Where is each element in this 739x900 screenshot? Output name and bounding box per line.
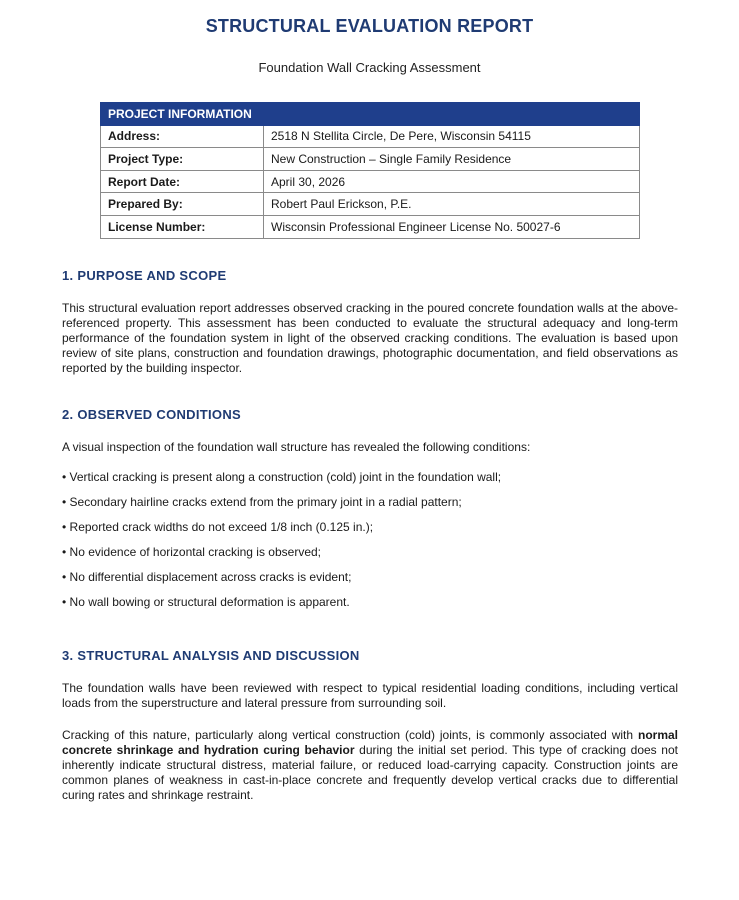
project-type-value: New Construction – Single Family Residence bbox=[264, 148, 640, 171]
report-date-label: Report Date: bbox=[101, 170, 264, 193]
table-row bbox=[101, 193, 640, 216]
project-type-label: Project Type: bbox=[101, 148, 264, 171]
section-3-paragraph-1: The foundation walls have been reviewed with respect to typical residential loading conditions, including vertical loads from the superstructure and lateral pressure from surrounding soil. bbox=[62, 681, 678, 710]
table-row bbox=[101, 170, 640, 193]
project-info-header: PROJECT INFORMATION bbox=[101, 103, 264, 126]
project-info-header-blank bbox=[264, 103, 640, 126]
section-3-paragraph-2 bbox=[62, 728, 678, 803]
list-item: • No wall bowing or structural deformation is apparent. bbox=[62, 595, 350, 609]
license-number-value: Wisconsin Professional Engineer License No. 50027-6 bbox=[264, 215, 640, 238]
address-value: 2518 N Stellita Circle, De Pere, Wisconsin 54115 bbox=[264, 125, 640, 148]
list-item: • No evidence of horizontal cracking is observed; bbox=[62, 545, 322, 559]
report-title: STRUCTURAL EVALUATION REPORT bbox=[205, 16, 534, 36]
license-number-label: License Number: bbox=[101, 215, 264, 238]
list-item: • Reported crack widths do not exceed 1/8 inch (0.125 in.); bbox=[62, 520, 374, 534]
prepared-by-label: Prepared By: bbox=[101, 193, 264, 216]
table-row bbox=[101, 125, 640, 148]
list-item: • Secondary hairline cracks extend from the primary joint in a radial pattern; bbox=[62, 495, 462, 509]
paragraph-2-text-start: Cracking of this nature, particularly along vertical construction (cold) joints, is commonly associated with bbox=[62, 728, 638, 742]
section-2-heading: 2. OBSERVED CONDITIONS bbox=[62, 407, 242, 422]
report-subtitle: Foundation Wall Cracking Assessment bbox=[258, 60, 481, 75]
paragraph-2-text-end: during the initial set period. This type of cracking does not inherently indicate structural distress, material failure, or reduced load-carrying capacity. Construction joints are common planes of weakness in cast-in-place concrete and frequently develop vertical cracks due to differential curing rates and shrinkage restraint. bbox=[62, 743, 678, 802]
section-3-heading: 3. STRUCTURAL ANALYSIS AND DISCUSSION bbox=[62, 648, 360, 663]
address-label: Address: bbox=[101, 125, 264, 148]
paragraph-2-emphasis: normal concrete shrinkage and hydration curing behavior bbox=[62, 728, 678, 757]
list-item: • No differential displacement across cracks is evident; bbox=[62, 570, 352, 584]
prepared-by-value: Robert Paul Erickson, P.E. bbox=[264, 193, 640, 216]
table-row bbox=[101, 148, 640, 171]
table-row bbox=[101, 215, 640, 238]
section-1-heading: 1. PURPOSE AND SCOPE bbox=[62, 268, 227, 283]
section-1-paragraph: This structural evaluation report addresses observed cracking in the poured concrete foundation walls at the above-referenced property. This assessment has been conducted to evaluate the structural adequacy and long-term performance of the foundation system in light of the observed cracking conditions. The evaluation is based upon review of site plans, construction and foundation drawings, photographic documentation, and field observations as reported by the building inspector. bbox=[62, 301, 678, 375]
list-item: • Vertical cracking is present along a construction (cold) joint in the foundation wall; bbox=[62, 470, 502, 484]
report-date-value: April 30, 2026 bbox=[264, 170, 640, 193]
project-information-table bbox=[100, 102, 640, 239]
project-info-header-row bbox=[101, 103, 640, 126]
observed-conditions-list bbox=[62, 470, 678, 620]
section-2-intro: A visual inspection of the foundation wall structure has revealed the following conditions: bbox=[62, 440, 531, 454]
